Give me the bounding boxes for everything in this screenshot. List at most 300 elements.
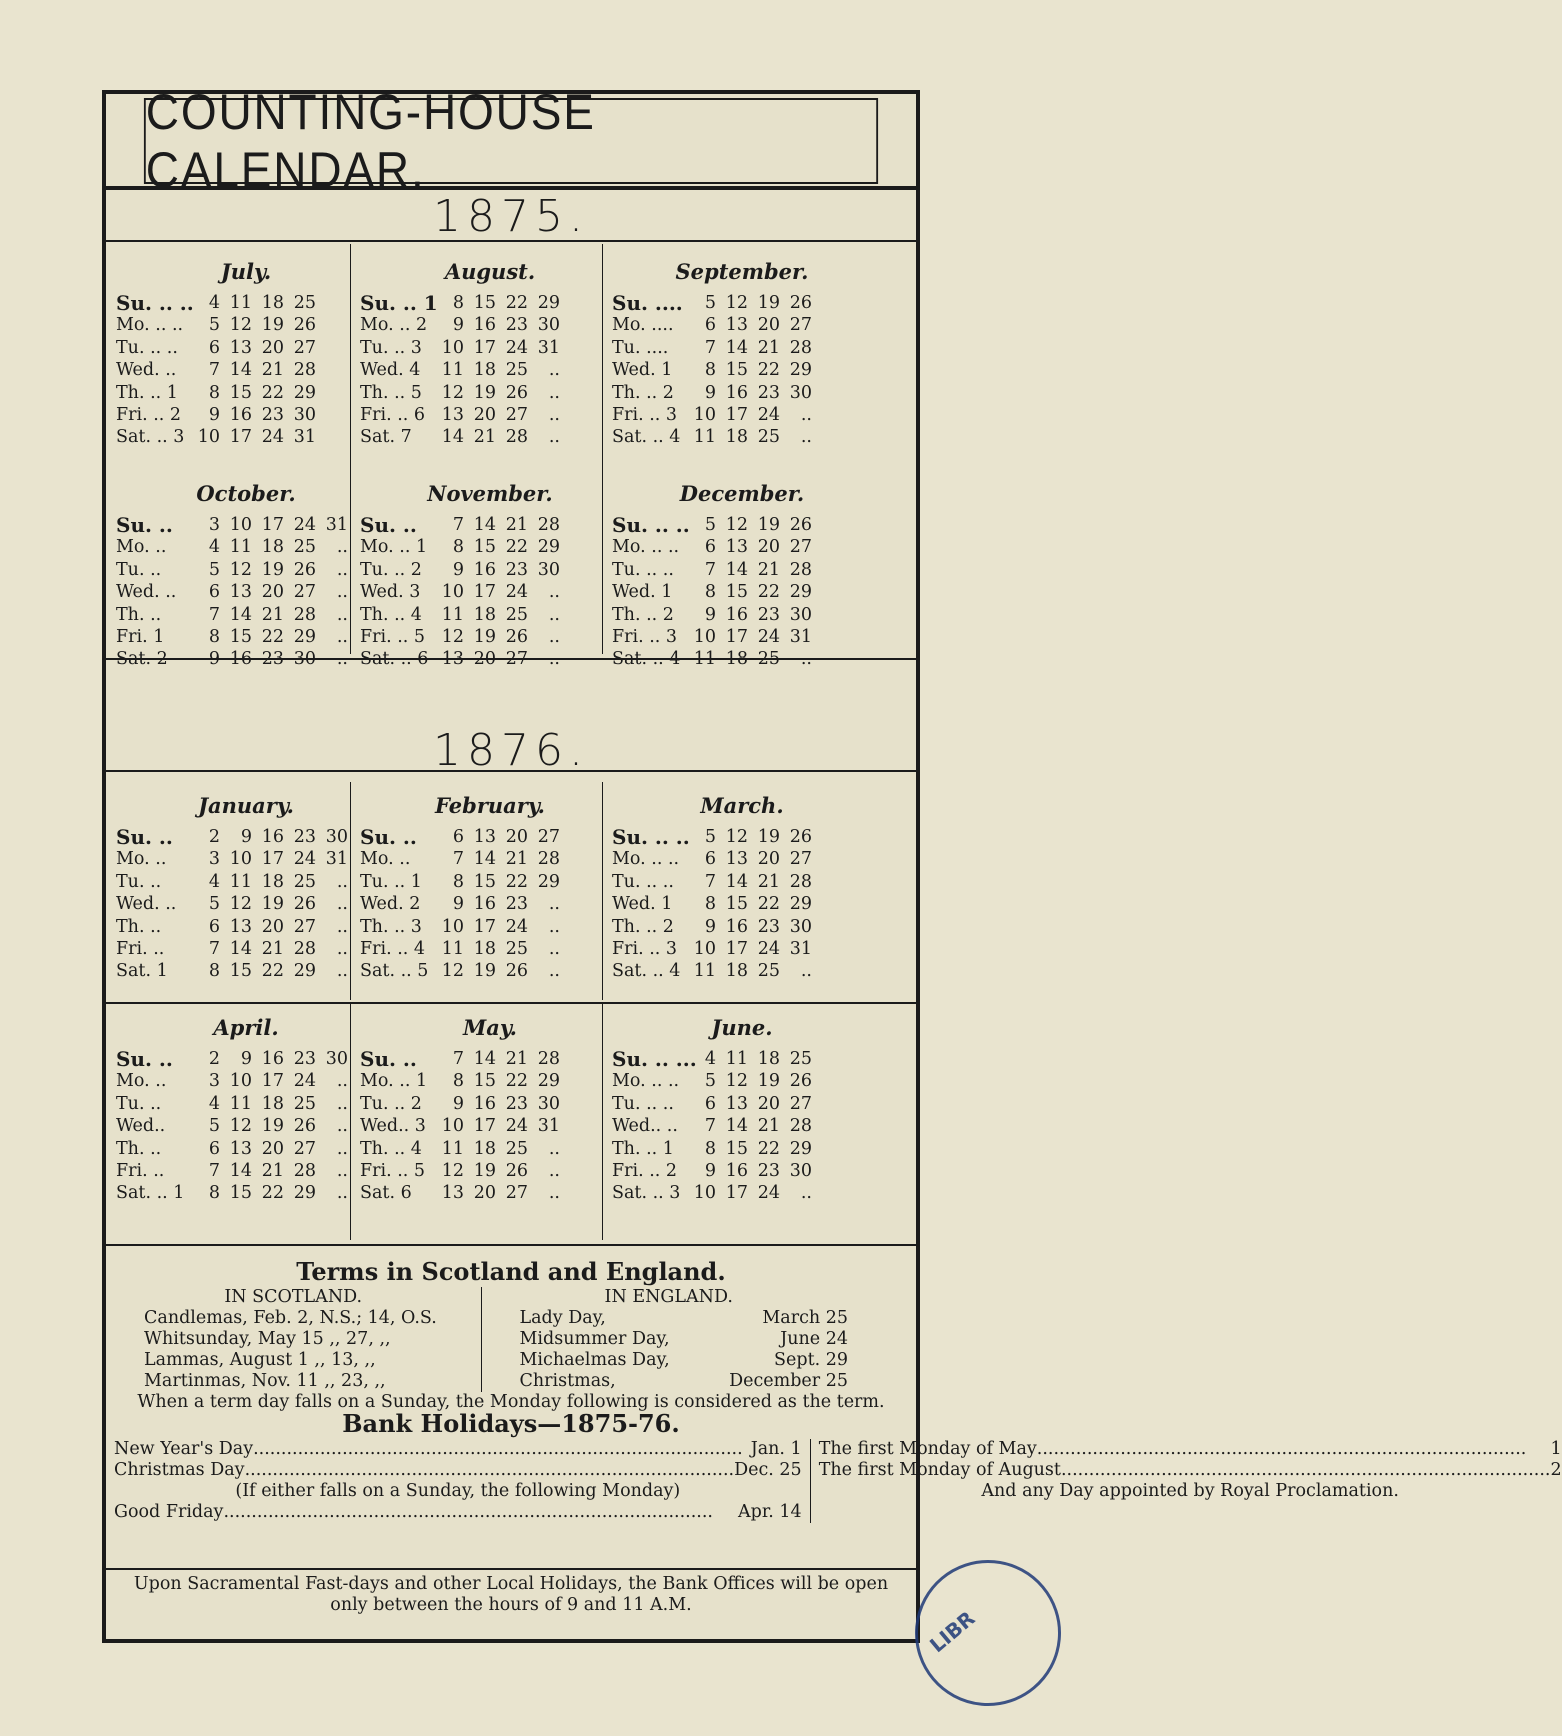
day-number: 11 [441,1138,464,1159]
day-number: 14 [441,427,464,448]
day-number: 28 [789,1116,812,1137]
weekday-label: Wed. 1 [612,582,673,603]
day-number: 13 [441,1183,464,1204]
day-number: 16 [473,559,496,580]
day-number: 24 [757,627,780,648]
week-row [116,871,376,893]
month-name: April. [213,1015,279,1040]
day-number: 30 [293,405,316,426]
day-number: 20 [505,827,528,847]
weekday-label: Wed. 2 [360,894,421,915]
day-number: 11 [229,537,252,558]
week-row [612,382,872,404]
month-name: August. [444,259,536,284]
day-number: 22 [261,627,284,648]
day-number: 15 [229,961,252,982]
day-number: .. [548,939,560,960]
day-number: 28 [789,337,812,358]
day-number: 12 [441,1161,464,1182]
holiday-label: New Year's Day [114,1439,254,1459]
month-name: September. [675,259,809,284]
day-number [812,1115,844,1137]
day-number: 13 [725,1093,748,1114]
day-number: 27 [789,315,812,336]
day-number: 29 [789,894,812,915]
week-row [360,292,620,314]
day-number: 27 [293,582,316,603]
day-number: 22 [261,961,284,982]
day-number: .. [336,894,348,915]
library-stamp: LIBR [885,1530,1091,1736]
weekday-label: Th. .. 2 [612,382,674,403]
day-number [316,359,348,381]
month-name: December. [679,481,805,506]
day-number: 7 [704,337,716,358]
day-number [560,404,592,426]
bank-holidays-section [114,1409,1562,1523]
month-divider [602,1004,603,1240]
weekday-label: Wed. .. [116,360,177,381]
day-number: 9 [704,1161,716,1182]
day-number [560,626,592,648]
weekday-label: Th. .. 1 [116,382,178,403]
day-number: 19 [757,827,780,847]
week-row [360,359,620,381]
day-number: 21 [261,1161,284,1182]
day-number: 25 [789,1049,812,1069]
weekday-label: Sat. .. 5 [360,961,429,982]
day-number: 8 [704,894,716,915]
section-rule [106,1244,916,1246]
day-number: 17 [725,1183,748,1204]
day-number: 26 [293,559,316,580]
weekday-label: Sat. 2 [116,649,168,670]
day-number: 13 [229,1138,252,1159]
day-number: 6 [208,337,220,358]
week-row [612,960,872,982]
england-term-name: Lady Day, [519,1308,606,1328]
title-text: COUNTING-HOUSE CALENDAR. [145,84,596,198]
day-number: 7 [452,1049,464,1069]
bank-right-note: And any Day appointed by Royal Proclamation. [981,1481,1399,1501]
day-number: 13 [725,537,748,558]
day-number: 8 [704,360,716,381]
day-number: 11 [693,961,716,982]
day-number [812,292,844,314]
day-number: 25 [293,537,316,558]
day-number: 6 [452,827,464,847]
holiday-date: Jan. 1 [750,1439,802,1459]
day-number [560,604,592,626]
day-number: 24 [293,849,316,870]
week-row [116,1048,376,1070]
day-number: 13 [725,315,748,336]
weekday-label: Fri. .. 3 [612,627,678,648]
day-number: 7 [208,604,220,625]
weekday-label: Mo. .. 2 [360,315,428,336]
weekday-label: Fri. .. 3 [612,939,678,960]
week-row [360,626,620,648]
day-number: 18 [757,1049,780,1069]
weekday-label: Su. .. [116,825,173,849]
day-number: 4 [208,537,220,558]
day-number: 12 [441,627,464,648]
weekday-label: Wed. 4 [360,360,421,381]
weekday-label: Tu. .. [116,871,162,892]
week-row [360,916,620,938]
day-number: .. [336,1093,348,1114]
day-number: 12 [229,559,252,580]
week-row [612,1182,872,1204]
day-number: 10 [441,1116,464,1137]
weekday-label: Th. .. 4 [360,604,422,625]
day-number: .. [548,604,560,625]
day-number: 26 [293,1116,316,1137]
weekday-label: Wed. 3 [360,582,421,603]
weekday-label: Mo. .. [116,849,167,870]
day-number: 14 [725,1116,748,1137]
day-number [812,938,844,960]
day-number: 21 [757,337,780,358]
weekday-label: Su. .. .. [116,291,194,315]
day-number: 7 [704,559,716,580]
day-number: 22 [757,582,780,603]
day-number: 17 [473,582,496,603]
day-number: 16 [725,604,748,625]
week-row [612,938,872,960]
day-number: 11 [693,649,716,670]
day-number: 6 [704,1093,716,1114]
england-term-date: Sept. 29 [774,1350,848,1370]
day-number: 29 [537,1071,560,1092]
weekday-label: Tu. .. 1 [360,871,422,892]
week-row [612,916,872,938]
day-number: 30 [325,1049,348,1069]
day-number: .. [336,939,348,960]
day-number: 26 [505,627,528,648]
holiday-date: Apr. 14 [738,1502,802,1522]
day-number [560,1115,592,1137]
day-number: 3 [208,849,220,870]
day-number [812,559,844,581]
month-name: May. [463,1015,517,1040]
day-number: 10 [229,1071,252,1092]
day-number: 15 [725,1138,748,1159]
weekday-label: Sat. .. 4 [612,427,681,448]
england-term-name: Christmas, [519,1371,616,1391]
week-row [116,536,376,558]
weekday-label: Th. .. 2 [612,916,674,937]
month-divider [350,782,351,1000]
day-number: 13 [441,405,464,426]
day-number: 11 [229,293,252,313]
day-number [812,314,844,336]
day-number [560,581,592,603]
day-number: .. [548,427,560,448]
day-number: 31 [325,515,348,535]
day-number: 29 [537,871,560,892]
day-number: 12 [229,894,252,915]
day-number: 31 [789,939,812,960]
weekday-label: Th. .. [116,1138,162,1159]
day-number: 24 [293,1071,316,1092]
day-number: 8 [452,1071,464,1092]
day-number [560,916,592,938]
weekday-label: Wed.. 3 [360,1116,426,1137]
holiday-date: 1 [1550,1439,1562,1459]
day-number: .. [336,961,348,982]
day-number: 10 [441,337,464,358]
day-number: 12 [725,293,748,313]
day-number: .. [548,382,560,403]
week-row [612,871,872,893]
day-number: 18 [261,871,284,892]
day-number: 4 [208,871,220,892]
weekday-label: Su. .... [612,291,683,315]
day-number: 13 [441,649,464,670]
weekday-label: Th. .. 4 [360,1138,422,1159]
scotland-term: Candlemas, Feb. 2, N.S.; 14, O.S. [144,1308,437,1328]
day-number: 18 [473,360,496,381]
day-number: 20 [757,315,780,336]
day-number: 11 [693,427,716,448]
weekday-label: Fri. .. 2 [116,405,182,426]
day-number: 28 [789,871,812,892]
day-number: 21 [505,1049,528,1069]
day-number: 7 [452,515,464,535]
day-number: 16 [229,405,252,426]
day-number: 20 [757,1093,780,1114]
england-heading: IN ENGLAND. [604,1287,733,1307]
day-number: 30 [789,604,812,625]
day-number [812,581,844,603]
day-number: 31 [293,427,316,448]
week-row [612,893,872,915]
week-row [116,1070,376,1092]
day-number: 24 [293,515,316,535]
weekday-label: Th. .. [116,604,162,625]
week-row [360,938,620,960]
day-number: .. [548,582,560,603]
day-number: 27 [537,827,560,847]
week-row [612,1160,872,1182]
day-number: 25 [293,293,316,313]
day-number: 5 [208,894,220,915]
day-number: .. [548,1138,560,1159]
month-divider [350,1004,351,1240]
day-number: 10 [229,849,252,870]
week-row [360,514,620,536]
scotland-term: Martinmas, Nov. 11 ,, 23, ,, [144,1371,386,1391]
day-number: .. [336,627,348,648]
day-number: .. [548,360,560,381]
month-divider [602,782,603,1000]
day-number: 19 [261,559,284,580]
weekday-label: Tu. .. [116,1093,162,1114]
terms-note: When a term day falls on a Sunday, the Monday following is considered as the term. [137,1392,885,1412]
day-number: 9 [704,382,716,403]
day-number: 31 [537,1116,560,1137]
day-number: 23 [293,827,316,847]
holiday-label: Good Friday [114,1502,224,1522]
month-divider [602,468,603,654]
day-number: 30 [537,315,560,336]
day-number: 9 [452,559,464,580]
day-number [316,382,348,404]
weekday-label: Sat. .. 3 [116,427,185,448]
day-number: 16 [725,916,748,937]
weekday-label: Fri. .. 2 [612,1161,678,1182]
day-number: 25 [505,360,528,381]
day-number: 2 [208,827,220,847]
weekday-label: Mo. .. .. [116,315,184,336]
week-row [116,604,376,626]
day-number: 26 [789,827,812,847]
terms-heading: Terms in Scotland and England. [296,1257,726,1286]
month-block [606,474,878,671]
weekday-label: Th. .. 5 [360,382,422,403]
day-number: .. [336,1071,348,1092]
day-number: 31 [537,337,560,358]
week-row [360,871,620,893]
day-number [812,1182,844,1204]
week-row [116,514,376,536]
day-number: 15 [473,293,496,313]
day-number: 27 [293,1138,316,1159]
day-number [316,404,348,426]
day-number: .. [336,604,348,625]
day-number: 5 [704,515,716,535]
day-number: 6 [704,849,716,870]
weekday-label: Th. .. [116,916,162,937]
day-number: 23 [261,649,284,670]
day-number: 5 [208,315,220,336]
week-row [360,314,620,336]
week-row [116,314,376,336]
day-number: 10 [229,515,252,535]
day-number: 5 [208,559,220,580]
day-number: 17 [725,627,748,648]
day-number: 17 [473,916,496,937]
weekday-label: Tu. .. 3 [360,337,422,358]
month-name: October. [196,481,296,506]
weekday-label: Sat. .. 4 [612,649,681,670]
weekday-label: Mo. .. .. [612,537,680,558]
day-number: 12 [725,827,748,847]
day-number: 5 [704,293,716,313]
day-number: 23 [505,559,528,580]
day-number: 11 [441,604,464,625]
day-number: 17 [473,1116,496,1137]
day-number: 24 [505,1116,528,1137]
day-number: 7 [208,939,220,960]
day-number: 27 [293,916,316,937]
day-number: 15 [725,894,748,915]
day-number: 29 [537,537,560,558]
day-number: .. [800,961,812,982]
day-number: 23 [505,894,528,915]
day-number: 16 [725,382,748,403]
day-number: 18 [473,604,496,625]
week-row [116,292,376,314]
day-number [316,337,348,359]
year-heading-1875: 1875. [433,190,589,242]
day-number: 21 [505,849,528,870]
week-row [360,960,620,982]
month-name: March. [700,793,784,818]
day-number: 28 [537,849,560,870]
day-number: 18 [473,939,496,960]
week-row [612,1138,872,1160]
day-number [560,536,592,558]
day-number: 29 [789,360,812,381]
day-number: 29 [537,293,560,313]
day-number: 19 [473,1161,496,1182]
day-number [560,893,592,915]
week-row [612,559,872,581]
day-number: 19 [757,293,780,313]
england-term-name: Michaelmas Day, [519,1350,670,1370]
week-row [116,1160,376,1182]
day-number: 22 [757,1138,780,1159]
weekday-label: Wed.. .. [612,1116,678,1137]
day-number [812,359,844,381]
month-block [354,786,626,983]
day-number: 28 [293,604,316,625]
holiday-date: 2 [1550,1460,1562,1480]
day-number: 20 [473,649,496,670]
week-row [612,1070,872,1092]
month-block [110,474,382,671]
day-number: 9 [704,604,716,625]
day-number: .. [800,649,812,670]
week-row [116,1182,376,1204]
weekday-label: Fri. .. 6 [360,405,426,426]
day-number: 18 [725,649,748,670]
weekday-label: Tu. .... [612,337,669,358]
day-number: 22 [505,871,528,892]
week-row [612,359,872,381]
day-number: 29 [789,582,812,603]
day-number: 7 [704,1116,716,1137]
day-number [812,1048,844,1070]
day-number: 24 [757,1183,780,1204]
weekday-label: Fri. .. [116,939,165,960]
week-row [360,1160,620,1182]
day-number: .. [548,894,560,915]
day-number: 17 [725,405,748,426]
day-number: 13 [725,849,748,870]
day-number: 30 [325,827,348,847]
day-number: 28 [293,939,316,960]
day-number [812,848,844,870]
weekday-label: Su. .. [116,1047,173,1071]
week-row [116,916,376,938]
day-number: 14 [229,939,252,960]
day-number: 15 [473,537,496,558]
bank-heading: Bank Holidays—1875-76. [342,1409,680,1438]
month-block [110,786,382,983]
weekday-label: Wed. .. [116,894,177,915]
day-number [560,514,592,536]
weekday-label: Mo. .. 1 [360,537,428,558]
day-number: 12 [229,1116,252,1137]
day-number [560,1048,592,1070]
day-number [812,826,844,848]
week-row [612,536,872,558]
scotland-column [114,1287,473,1392]
day-number: 26 [293,894,316,915]
